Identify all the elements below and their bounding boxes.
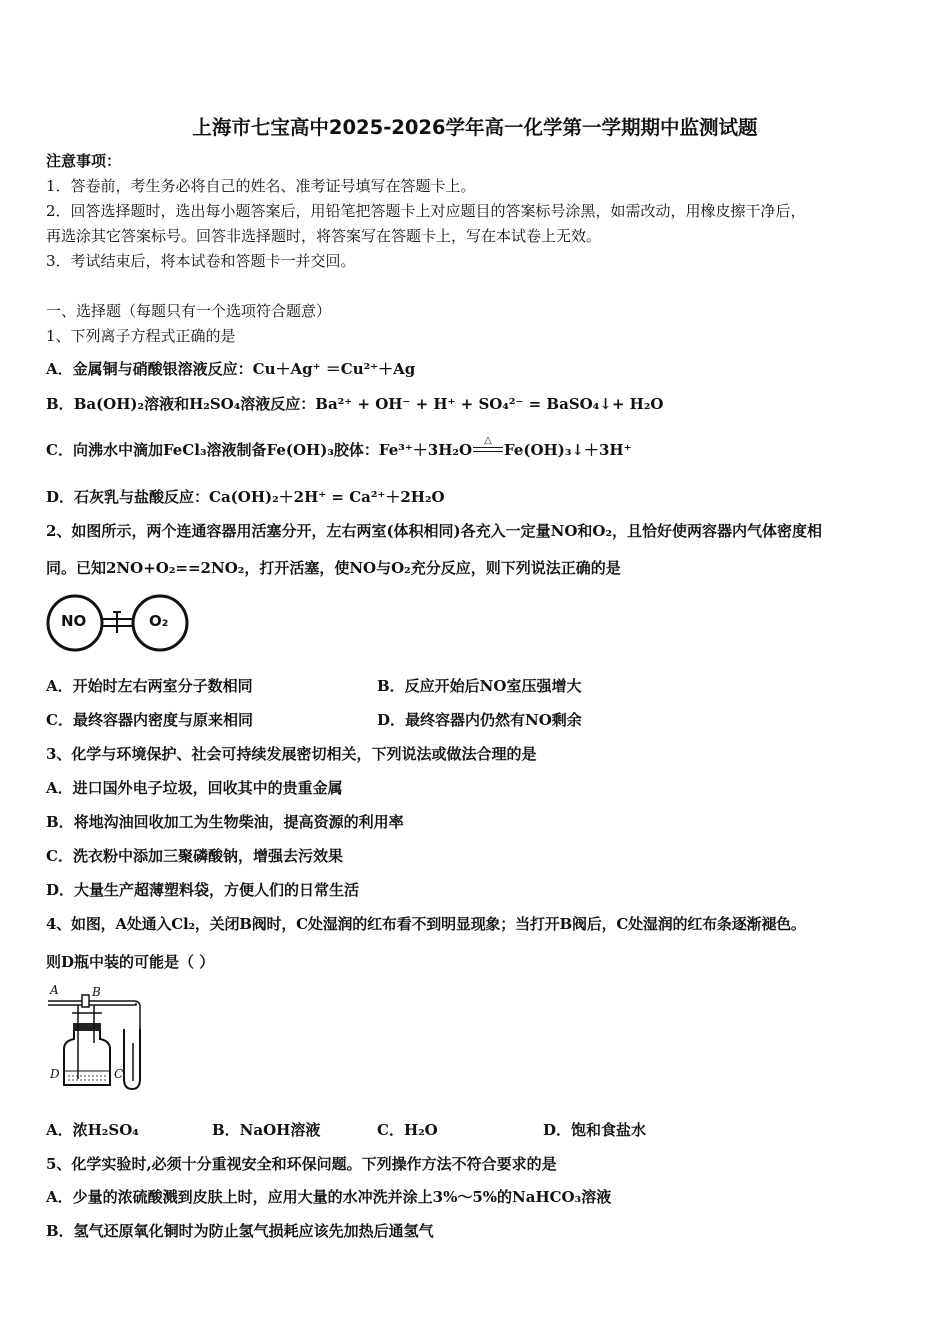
notice-heading: 注意事项： <box>46 152 122 170</box>
option-equation: Ba(OH)₂溶液和H₂SO₄溶液反应：Ba²⁺ + OH⁻ + H⁺ + SO₄²⁻ = BaSO₄↓+ H₂O <box>73 395 664 413</box>
left-gas-label: NO <box>61 612 87 630</box>
question-4-option-b: B．NaOH溶液 <box>212 1121 321 1139</box>
page-title: 上海市七宝高中2025-2026学年高一化学第一学期期中监测试题 <box>192 116 758 139</box>
question-3-option-d: D．大量生产超薄塑料袋，方便人们的日常生活 <box>46 881 360 899</box>
label-a: A <box>50 983 59 997</box>
question-1-option-b <box>46 394 663 414</box>
equation-right: Fe(OH)₃↓＋3H⁺ <box>504 441 632 459</box>
notice-item: 1．答卷前，考生务必将自己的姓名、准考证号填写在答题卡上。 <box>46 177 476 195</box>
label-d: D <box>50 1067 60 1081</box>
question-3-option-c: C．洗衣粉中添加三聚磷酸钠，增强去污效果 <box>46 847 343 865</box>
gas-bottle-apparatus-figure <box>46 983 151 1093</box>
connected-containers-figure <box>45 592 190 654</box>
question-2-option-b: B．反应开始后NO室压强增大 <box>377 677 582 695</box>
question-2-option-d: D．最终容器内仍然有NO剩余 <box>377 711 582 729</box>
test-tube-c <box>124 1029 140 1089</box>
notice-item: 2．回答选择题时，选出每小题答案后，用铅笔把答题卡上对应题目的答案标号涂黑，如需改动，用橡皮擦干净后， <box>46 202 806 220</box>
option-prefix: A．金属铜与硝酸银溶液反应： <box>46 360 253 378</box>
question-5-option-a: A．少量的浓硫酸溅到皮肤上时，应用大量的水冲洗并涂上3%～5%的NaHCO₃溶液 <box>46 1188 612 1206</box>
question-4-stem-line-2: 则D瓶中装的可能是（ ） <box>46 953 215 971</box>
question-2-stem-line-2: 同。已知2NO+O₂==2NO₂，打开活塞，使NO与O₂充分反应，则下列说法正确的是 <box>46 559 621 577</box>
option-equation: Ca(OH)₂＋2H⁺ = Ca²⁺＋2H₂O <box>209 488 445 506</box>
notice-item: 3．考试结束后，将本试卷和答题卡一并交回。 <box>46 252 356 270</box>
question-2-stem-line-1: 2、如图所示，两个连通容器用活塞分开，左右两室(体积相同)各充入一定量NO和O₂，且恰好使两容器内气体密度相 <box>46 522 823 540</box>
question-5-stem: 5、化学实验时,必须十分重视安全和环保问题。下列操作方法不符合要求的是 <box>46 1155 557 1173</box>
question-1-option-c <box>46 435 632 460</box>
option-prefix: B． <box>46 395 74 413</box>
question-4-stem-line-1: 4、如图，A处通入Cl₂，关闭B阀时，C处湿润的红布看不到明显现象；当打开B阀后，C处湿润的红布条逐渐褪色。 <box>46 915 806 933</box>
inlet-tube <box>48 1003 136 1005</box>
question-1-option-a <box>46 359 415 379</box>
equation-left: Fe³⁺＋3H₂O <box>378 441 473 459</box>
equals-bar-bottom <box>473 451 503 452</box>
question-1-option-d <box>46 487 445 507</box>
option-prefix: C．向沸水中滴加FeCl₃溶液制备Fe(OH)₃胶体： <box>46 441 379 459</box>
notice-item: 再选涂其它答案标号。回答非选择题时，将答案写在答题卡上，写在本试卷上无效。 <box>46 227 602 245</box>
label-c: C <box>114 1067 124 1081</box>
label-b: B <box>92 985 101 999</box>
apparatus-diagram <box>46 983 151 1093</box>
question-4-option-a: A．浓H₂SO₄ <box>46 1121 139 1139</box>
question-4-option-c: C．H₂O <box>377 1121 438 1139</box>
question-3-option-b: B．将地沟油回收加工为生物柴油，提高资源的利用率 <box>46 813 404 831</box>
option-equation: Cu＋Ag⁺ ＝Cu²⁺＋Ag <box>252 360 416 378</box>
question-2-option-c: C．最终容器内密度与原来相同 <box>46 711 253 729</box>
reaction-condition-arrow <box>473 435 503 458</box>
question-2-option-a: A．开始时左右两室分子数相同 <box>46 677 253 695</box>
valve-b <box>82 995 89 1007</box>
question-5-option-b: B．氢气还原氧化铜时为防止氢气损耗应该先加热后通氢气 <box>46 1222 434 1240</box>
bottle-stopper <box>73 1023 101 1031</box>
question-1-stem: 1、下列离子方程式正确的是 <box>46 327 236 345</box>
bottle-d <box>64 1031 110 1085</box>
right-gas-label: O₂ <box>149 612 169 630</box>
option-prefix: D．石灰乳与盐酸反应： <box>46 488 210 506</box>
question-3-option-a: A．进口国外电子垃圾，回收其中的贵重金属 <box>46 779 343 797</box>
question-3-stem: 3、化学与环境保护、社会可持续发展密切相关，下列说法或做法合理的是 <box>46 745 537 763</box>
question-4-option-d: D．饱和食盐水 <box>543 1121 647 1139</box>
equals-bar-top <box>473 447 503 448</box>
heat-symbol: △ <box>484 435 492 446</box>
section-heading: 一、选择题（每题只有一个选项符合题意） <box>46 302 332 320</box>
